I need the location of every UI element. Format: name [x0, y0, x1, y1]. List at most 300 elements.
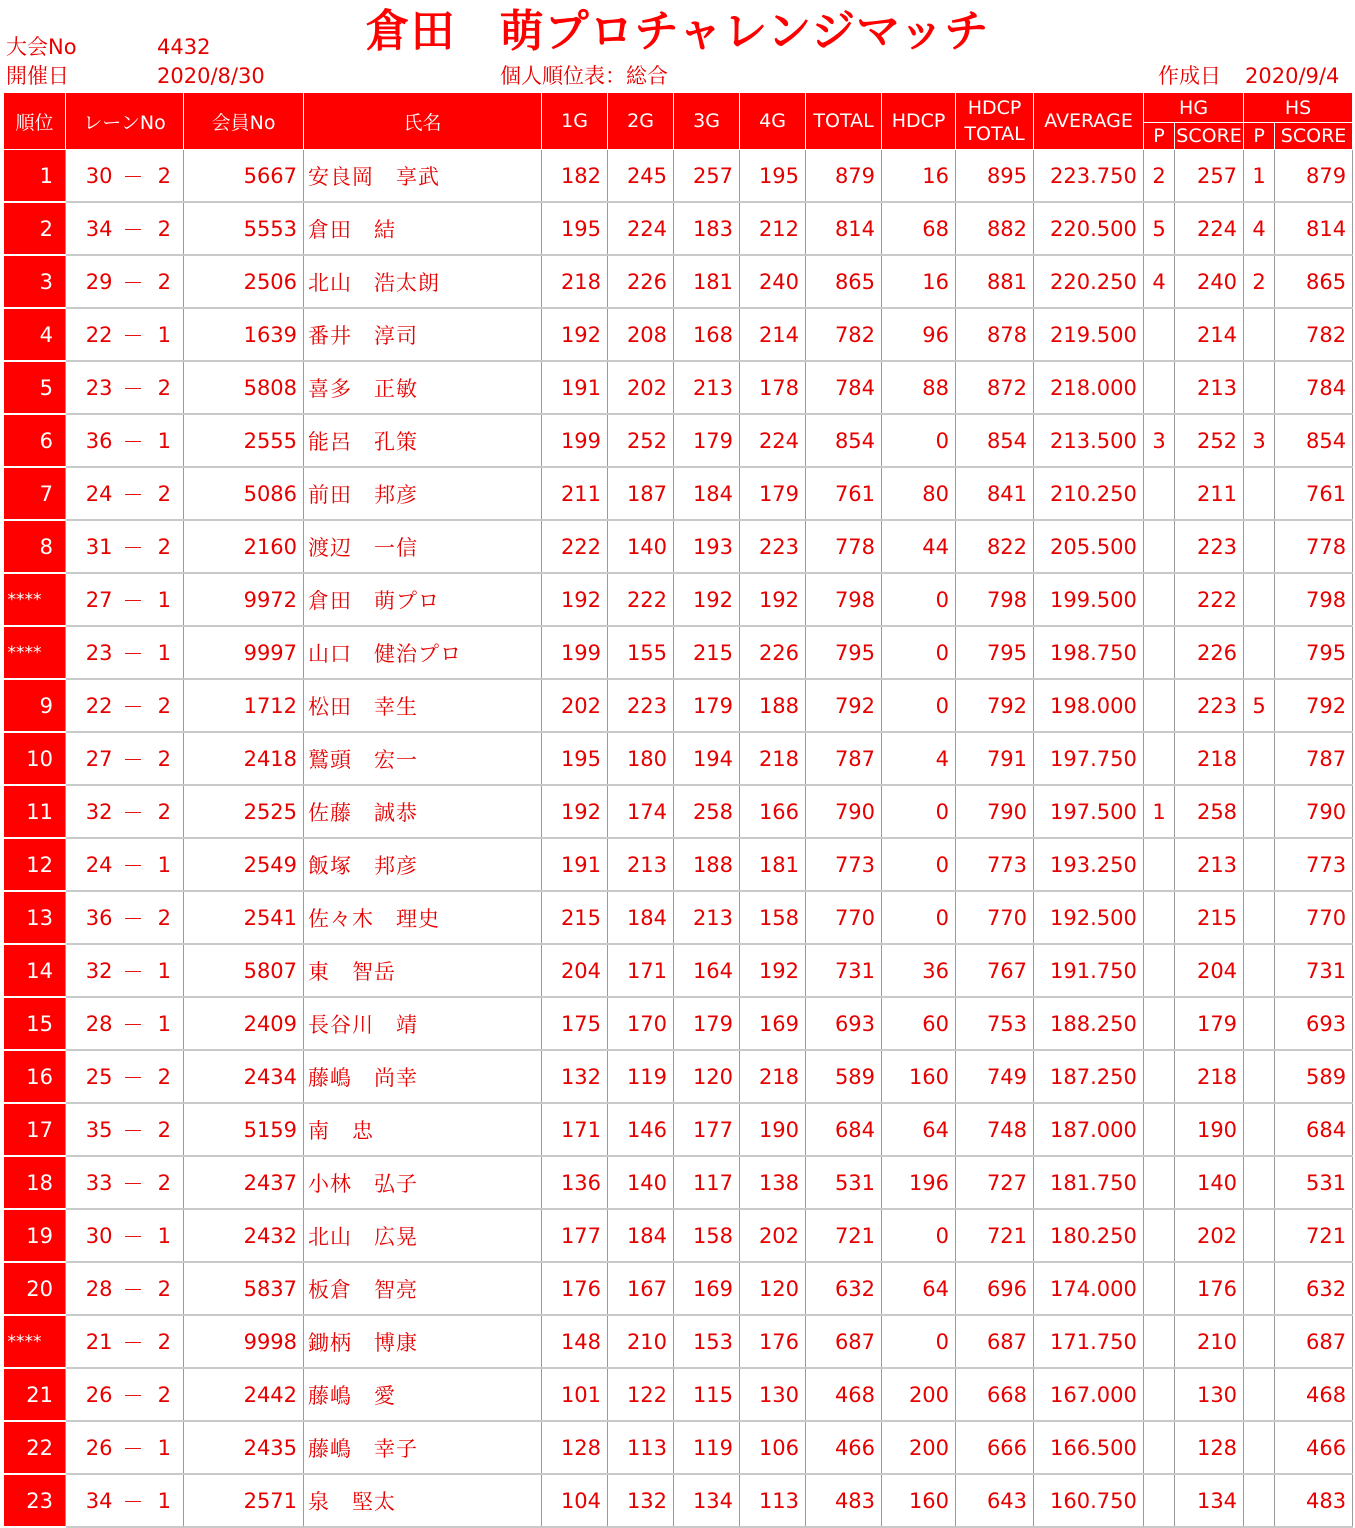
hg-p-cell: [1144, 1103, 1175, 1156]
lane-sub-cell: 2: [146, 202, 184, 255]
member-no-cell: 2432: [184, 1209, 304, 1262]
rank-cell: 15: [4, 997, 66, 1050]
member-no-cell: 5159: [184, 1103, 304, 1156]
lane-separator: －: [121, 997, 146, 1050]
average-cell: 166.500: [1034, 1421, 1144, 1474]
hs-score-cell: 483: [1275, 1474, 1353, 1527]
hg-p-cell: [1144, 944, 1175, 997]
rank-cell: 21: [4, 1368, 66, 1421]
rank-cell: 4: [4, 308, 66, 361]
table-row: [4, 838, 1353, 891]
hg-score-cell: 213: [1175, 361, 1244, 414]
hg-score-cell: 240: [1175, 255, 1244, 308]
lane-cell: 32: [66, 785, 121, 838]
game-4-cell: 223: [740, 520, 806, 573]
name-cell: 南 忠: [304, 1103, 542, 1156]
lane-cell: 23: [66, 626, 121, 679]
lane-separator: －: [121, 150, 146, 203]
col-hs-score: SCORE: [1275, 123, 1353, 150]
game-4-cell: 192: [740, 944, 806, 997]
game-1-cell: 191: [542, 361, 608, 414]
report-subtitle: 個人順位表：総合: [500, 64, 668, 88]
lane-separator: －: [121, 1474, 146, 1527]
member-no-cell: 9997: [184, 626, 304, 679]
member-no-cell: 2435: [184, 1421, 304, 1474]
hg-p-cell: 4: [1144, 255, 1175, 308]
hdcp-total-cell: 841: [956, 467, 1034, 520]
hs-p-cell: [1244, 573, 1275, 626]
col-hs: HS: [1244, 93, 1353, 123]
average-cell: 187.250: [1034, 1050, 1144, 1103]
col-hdcp-total: [956, 93, 1034, 150]
hdcp-cell: 200: [882, 1421, 956, 1474]
game-4-cell: 106: [740, 1421, 806, 1474]
name-cell: 佐藤 誠恭: [304, 785, 542, 838]
member-no-cell: 2418: [184, 732, 304, 785]
total-cell: 531: [806, 1156, 882, 1209]
hdcp-total-cell: 822: [956, 520, 1034, 573]
hg-p-cell: [1144, 1156, 1175, 1209]
game-2-cell: 252: [608, 414, 674, 467]
average-cell: 218.000: [1034, 361, 1144, 414]
total-cell: 879: [806, 150, 882, 203]
game-4-cell: 224: [740, 414, 806, 467]
hdcp-cell: 0: [882, 414, 956, 467]
hs-score-cell: 589: [1275, 1050, 1353, 1103]
lane-cell: 33: [66, 1156, 121, 1209]
lane-cell: 22: [66, 308, 121, 361]
col-hg: HG: [1144, 93, 1244, 123]
hs-score-cell: 798: [1275, 573, 1353, 626]
name-cell: 鷲頭 宏一: [304, 732, 542, 785]
lane-sub-cell: 1: [146, 997, 184, 1050]
col-rank: 順位: [4, 93, 66, 150]
hs-p-cell: [1244, 732, 1275, 785]
title-part-1: 倉田: [365, 6, 456, 57]
hs-p-cell: [1244, 361, 1275, 414]
rank-cell: 20: [4, 1262, 66, 1315]
lane-sub-cell: 1: [146, 414, 184, 467]
total-cell: 814: [806, 202, 882, 255]
hs-score-cell: 854: [1275, 414, 1353, 467]
total-cell: 773: [806, 838, 882, 891]
rank-cell: ****: [4, 626, 66, 679]
lane-separator: －: [121, 414, 146, 467]
hg-p-cell: [1144, 732, 1175, 785]
lane-separator: －: [121, 202, 146, 255]
lane-separator: －: [121, 1156, 146, 1209]
game-2-cell: 171: [608, 944, 674, 997]
hg-p-cell: [1144, 679, 1175, 732]
game-2-cell: 119: [608, 1050, 674, 1103]
lane-separator: －: [121, 361, 146, 414]
game-4-cell: 218: [740, 732, 806, 785]
table-row: [4, 520, 1353, 573]
rank-cell: 6: [4, 414, 66, 467]
lane-sub-cell: 2: [146, 361, 184, 414]
game-2-cell: 202: [608, 361, 674, 414]
hdcp-cell: 0: [882, 1315, 956, 1368]
table-row: [4, 1262, 1353, 1315]
member-no-cell: 5553: [184, 202, 304, 255]
lane-separator: －: [121, 1103, 146, 1156]
rank-cell: 23: [4, 1474, 66, 1527]
hs-p-cell: [1244, 838, 1275, 891]
rank-cell: 19: [4, 1209, 66, 1262]
hg-p-cell: [1144, 361, 1175, 414]
hdcp-cell: 0: [882, 1209, 956, 1262]
hs-score-cell: 531: [1275, 1156, 1353, 1209]
lane-sub-cell: 2: [146, 1103, 184, 1156]
lane-separator: －: [121, 1368, 146, 1421]
lane-sub-cell: 2: [146, 1262, 184, 1315]
average-cell: 197.500: [1034, 785, 1144, 838]
lane-sub-cell: 2: [146, 1368, 184, 1421]
total-cell: 687: [806, 1315, 882, 1368]
lane-separator: －: [121, 626, 146, 679]
name-cell: 山口 健治プロ: [304, 626, 542, 679]
hs-p-cell: 3: [1244, 414, 1275, 467]
game-3-cell: 158: [674, 1209, 740, 1262]
hs-p-cell: [1244, 997, 1275, 1050]
lane-sub-cell: 1: [146, 1209, 184, 1262]
ranking-rows: [4, 150, 1353, 1528]
game-3-cell: 168: [674, 308, 740, 361]
hdcp-total-cell: 882: [956, 202, 1034, 255]
game-2-cell: 184: [608, 1209, 674, 1262]
hs-p-cell: [1244, 1315, 1275, 1368]
lane-separator: －: [121, 1050, 146, 1103]
hdcp-cell: 36: [882, 944, 956, 997]
total-cell: 865: [806, 255, 882, 308]
lane-sub-cell: 1: [146, 626, 184, 679]
average-cell: 197.750: [1034, 732, 1144, 785]
col-member-no: 会員No: [184, 93, 304, 150]
hdcp-total-cell: 696: [956, 1262, 1034, 1315]
game-1-cell: 171: [542, 1103, 608, 1156]
game-2-cell: 226: [608, 255, 674, 308]
game-3-cell: 213: [674, 361, 740, 414]
game-3-cell: 134: [674, 1474, 740, 1527]
total-cell: 782: [806, 308, 882, 361]
game-4-cell: 181: [740, 838, 806, 891]
hdcp-cell: 88: [882, 361, 956, 414]
lane-cell: 32: [66, 944, 121, 997]
hs-score-cell: 795: [1275, 626, 1353, 679]
game-4-cell: 190: [740, 1103, 806, 1156]
total-cell: 770: [806, 891, 882, 944]
hg-score-cell: 140: [1175, 1156, 1244, 1209]
game-1-cell: 128: [542, 1421, 608, 1474]
game-2-cell: 222: [608, 573, 674, 626]
hs-score-cell: 865: [1275, 255, 1353, 308]
total-cell: 792: [806, 679, 882, 732]
rank-cell: 17: [4, 1103, 66, 1156]
name-cell: 松田 幸生: [304, 679, 542, 732]
hs-score-cell: 879: [1275, 150, 1353, 203]
table-row: [4, 361, 1353, 414]
event-date-label: 開催日: [6, 64, 69, 88]
game-1-cell: 182: [542, 150, 608, 203]
game-4-cell: 158: [740, 891, 806, 944]
lane-cell: 21: [66, 1315, 121, 1368]
member-no-cell: 2525: [184, 785, 304, 838]
hs-score-cell: 761: [1275, 467, 1353, 520]
rank-cell: 10: [4, 732, 66, 785]
member-no-cell: 5837: [184, 1262, 304, 1315]
rank-cell: 18: [4, 1156, 66, 1209]
hdcp-total-cell: 643: [956, 1474, 1034, 1527]
hg-p-cell: 1: [1144, 785, 1175, 838]
game-1-cell: 192: [542, 573, 608, 626]
hdcp-total-cell: 854: [956, 414, 1034, 467]
hg-p-cell: 2: [1144, 150, 1175, 203]
game-1-cell: 195: [542, 732, 608, 785]
hg-score-cell: 204: [1175, 944, 1244, 997]
lane-separator: －: [121, 785, 146, 838]
hs-p-cell: [1244, 308, 1275, 361]
game-4-cell: 169: [740, 997, 806, 1050]
game-4-cell: 113: [740, 1474, 806, 1527]
rank-cell: ****: [4, 573, 66, 626]
total-cell: 790: [806, 785, 882, 838]
hg-p-cell: [1144, 1209, 1175, 1262]
tournament-no-label: 大会No: [6, 35, 77, 59]
table-row: [4, 891, 1353, 944]
hs-p-cell: [1244, 944, 1275, 997]
hs-p-cell: 2: [1244, 255, 1275, 308]
game-1-cell: 218: [542, 255, 608, 308]
name-cell: 泉 堅太: [304, 1474, 542, 1527]
lane-cell: 26: [66, 1368, 121, 1421]
hg-score-cell: 213: [1175, 838, 1244, 891]
lane-cell: 29: [66, 255, 121, 308]
average-cell: 198.750: [1034, 626, 1144, 679]
hg-score-cell: 179: [1175, 997, 1244, 1050]
col-name: 氏名: [304, 93, 542, 150]
table-row: [4, 1474, 1353, 1527]
hdcp-total-cell: 878: [956, 308, 1034, 361]
col-hdcp-total-line1: HDCP: [967, 97, 1022, 119]
name-cell: 藤嶋 愛: [304, 1368, 542, 1421]
game-3-cell: 179: [674, 679, 740, 732]
hdcp-total-cell: 767: [956, 944, 1034, 997]
total-cell: 795: [806, 626, 882, 679]
game-2-cell: 224: [608, 202, 674, 255]
member-no-cell: 2442: [184, 1368, 304, 1421]
name-cell: 倉田 結: [304, 202, 542, 255]
average-cell: 193.250: [1034, 838, 1144, 891]
col-hdcp: HDCP: [882, 93, 956, 150]
lane-cell: 34: [66, 202, 121, 255]
member-no-cell: 2160: [184, 520, 304, 573]
average-cell: 219.500: [1034, 308, 1144, 361]
lane-cell: 25: [66, 1050, 121, 1103]
rank-cell: 5: [4, 361, 66, 414]
member-no-cell: 2555: [184, 414, 304, 467]
average-cell: 192.500: [1034, 891, 1144, 944]
average-cell: 205.500: [1034, 520, 1144, 573]
rank-cell: ****: [4, 1315, 66, 1368]
hdcp-cell: 80: [882, 467, 956, 520]
average-cell: 220.500: [1034, 202, 1144, 255]
game-1-cell: 202: [542, 679, 608, 732]
hdcp-total-cell: 872: [956, 361, 1034, 414]
event-date: 2020/8/30: [157, 64, 265, 88]
lane-cell: 28: [66, 997, 121, 1050]
table-row: [4, 308, 1353, 361]
hdcp-cell: 44: [882, 520, 956, 573]
average-cell: 210.250: [1034, 467, 1144, 520]
average-cell: 198.000: [1034, 679, 1144, 732]
game-3-cell: 119: [674, 1421, 740, 1474]
total-cell: 468: [806, 1368, 882, 1421]
game-2-cell: 210: [608, 1315, 674, 1368]
hdcp-total-cell: 721: [956, 1209, 1034, 1262]
average-cell: 167.000: [1034, 1368, 1144, 1421]
hdcp-cell: 0: [882, 679, 956, 732]
member-no-cell: 2506: [184, 255, 304, 308]
hdcp-cell: 68: [882, 202, 956, 255]
name-cell: 倉田 萌プロ: [304, 573, 542, 626]
hdcp-total-cell: 798: [956, 573, 1034, 626]
game-2-cell: 245: [608, 150, 674, 203]
total-cell: 721: [806, 1209, 882, 1262]
hg-p-cell: [1144, 1262, 1175, 1315]
table-row: [4, 732, 1353, 785]
rank-cell: 3: [4, 255, 66, 308]
lane-cell: 30: [66, 1209, 121, 1262]
hg-score-cell: 211: [1175, 467, 1244, 520]
game-3-cell: 192: [674, 573, 740, 626]
total-cell: 684: [806, 1103, 882, 1156]
rank-cell: 16: [4, 1050, 66, 1103]
lane-sub-cell: 2: [146, 679, 184, 732]
name-cell: 長谷川 靖: [304, 997, 542, 1050]
lane-separator: －: [121, 944, 146, 997]
game-4-cell: 214: [740, 308, 806, 361]
hdcp-cell: 200: [882, 1368, 956, 1421]
table-row: [4, 785, 1353, 838]
hdcp-cell: 0: [882, 785, 956, 838]
total-cell: 466: [806, 1421, 882, 1474]
table-row: [4, 1315, 1353, 1368]
game-1-cell: 177: [542, 1209, 608, 1262]
name-cell: 安良岡 享武: [304, 150, 542, 203]
tournament-no: 4432: [157, 35, 211, 59]
col-game-1: 1G: [542, 93, 608, 150]
hg-p-cell: [1144, 573, 1175, 626]
average-cell: 191.750: [1034, 944, 1144, 997]
total-cell: 589: [806, 1050, 882, 1103]
hdcp-cell: 96: [882, 308, 956, 361]
total-cell: 693: [806, 997, 882, 1050]
game-2-cell: 155: [608, 626, 674, 679]
game-1-cell: 136: [542, 1156, 608, 1209]
hg-p-cell: [1144, 997, 1175, 1050]
game-2-cell: 223: [608, 679, 674, 732]
game-4-cell: 166: [740, 785, 806, 838]
lane-sub-cell: 2: [146, 891, 184, 944]
lane-sub-cell: 1: [146, 838, 184, 891]
hdcp-cell: 196: [882, 1156, 956, 1209]
name-cell: 渡辺 一信: [304, 520, 542, 573]
lane-cell: 36: [66, 891, 121, 944]
hdcp-total-cell: 727: [956, 1156, 1034, 1209]
hg-score-cell: 222: [1175, 573, 1244, 626]
total-cell: 798: [806, 573, 882, 626]
hdcp-total-cell: 753: [956, 997, 1034, 1050]
hs-p-cell: [1244, 1474, 1275, 1527]
member-no-cell: 5808: [184, 361, 304, 414]
hg-score-cell: 224: [1175, 202, 1244, 255]
name-cell: 藤嶋 幸子: [304, 1421, 542, 1474]
game-3-cell: 184: [674, 467, 740, 520]
hdcp-cell: 0: [882, 626, 956, 679]
lane-sub-cell: 1: [146, 308, 184, 361]
name-cell: 鋤柄 博康: [304, 1315, 542, 1368]
hg-score-cell: 134: [1175, 1474, 1244, 1527]
table-row: [4, 202, 1353, 255]
average-cell: 160.750: [1034, 1474, 1144, 1527]
hg-score-cell: 215: [1175, 891, 1244, 944]
col-lane: レーンNo: [66, 93, 184, 150]
name-cell: 東 智岳: [304, 944, 542, 997]
table-row: [4, 467, 1353, 520]
name-cell: 喜多 正敏: [304, 361, 542, 414]
game-2-cell: 167: [608, 1262, 674, 1315]
lane-sub-cell: 2: [146, 785, 184, 838]
hs-p-cell: [1244, 1103, 1275, 1156]
hs-p-cell: 4: [1244, 202, 1275, 255]
hg-p-cell: [1144, 1368, 1175, 1421]
page-title: [0, 4, 1355, 60]
lane-sub-cell: 2: [146, 1315, 184, 1368]
rank-cell: 2: [4, 202, 66, 255]
game-1-cell: 101: [542, 1368, 608, 1421]
hg-score-cell: 218: [1175, 732, 1244, 785]
col-hg-p: P: [1144, 123, 1175, 150]
col-game-2: 2G: [608, 93, 674, 150]
hdcp-cell: 0: [882, 838, 956, 891]
member-no-cell: 5667: [184, 150, 304, 203]
table-row: [4, 414, 1353, 467]
game-4-cell: 192: [740, 573, 806, 626]
lane-sub-cell: 2: [146, 520, 184, 573]
lane-cell: 30: [66, 150, 121, 203]
average-cell: 213.500: [1034, 414, 1144, 467]
member-no-cell: 2437: [184, 1156, 304, 1209]
lane-separator: －: [121, 679, 146, 732]
game-4-cell: 179: [740, 467, 806, 520]
rank-cell: 14: [4, 944, 66, 997]
total-cell: 632: [806, 1262, 882, 1315]
lane-cell: 34: [66, 1474, 121, 1527]
hg-p-cell: [1144, 891, 1175, 944]
lane-cell: 28: [66, 1262, 121, 1315]
hs-score-cell: 687: [1275, 1315, 1353, 1368]
rank-cell: 8: [4, 520, 66, 573]
table-row: [4, 150, 1353, 203]
col-game-4: 4G: [740, 93, 806, 150]
average-cell: 171.750: [1034, 1315, 1144, 1368]
hdcp-cell: 64: [882, 1262, 956, 1315]
hg-score-cell: 258: [1175, 785, 1244, 838]
hs-p-cell: [1244, 467, 1275, 520]
hs-score-cell: 466: [1275, 1421, 1353, 1474]
lane-sub-cell: 2: [146, 1050, 184, 1103]
table-row: [4, 1368, 1353, 1421]
